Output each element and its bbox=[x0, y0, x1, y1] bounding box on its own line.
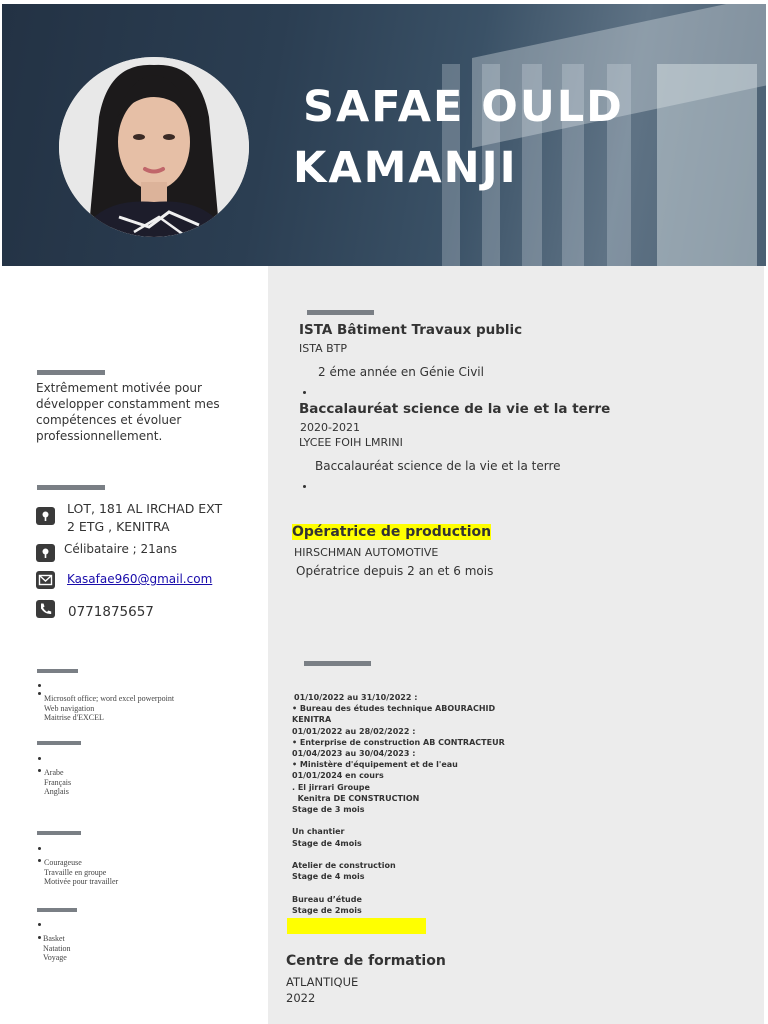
experience-line: Kenitra DE CONSTRUCTION bbox=[292, 793, 420, 803]
experience-list bbox=[292, 692, 505, 916]
section-bar-skills bbox=[37, 669, 78, 673]
bullet bbox=[303, 485, 306, 488]
contact-status: Célibataire ; 21ans bbox=[64, 542, 177, 556]
experience-line: Stage de 3 mois bbox=[292, 805, 365, 815]
location-pin-icon bbox=[36, 507, 55, 525]
bullet bbox=[38, 692, 41, 695]
bullet bbox=[38, 923, 41, 926]
training-title: Centre de formation bbox=[286, 953, 446, 969]
language-item: Français bbox=[44, 777, 72, 787]
bullet bbox=[38, 859, 41, 862]
phone-icon bbox=[36, 600, 55, 618]
profile-line: compétences et évoluer bbox=[36, 413, 182, 427]
contact-phone: 0771875657 bbox=[68, 604, 154, 620]
profile-photo bbox=[59, 57, 249, 237]
experience-line: 01/01/2024 en cours bbox=[292, 771, 384, 781]
header-banner bbox=[2, 4, 766, 266]
experience-line: KENITRA bbox=[292, 715, 332, 725]
name-last: KAMANJI bbox=[293, 143, 518, 193]
bullet bbox=[38, 757, 41, 760]
quality-item: Travaille en groupe bbox=[44, 867, 107, 877]
section-bar-education bbox=[307, 310, 374, 315]
quality-item: Courageuse bbox=[44, 858, 82, 867]
address-line-1: LOT, 181 AL IRCHAD EXT bbox=[67, 501, 223, 516]
experience-line: 01/04/2023 au 30/04/2023 : bbox=[292, 749, 416, 759]
experience-line: Stage de 4mois bbox=[292, 838, 362, 848]
skill-item: Maitrise d'EXCEL bbox=[44, 713, 104, 722]
section-bar-profile bbox=[37, 370, 105, 375]
quality-item: Motivée pour travailler bbox=[44, 877, 119, 886]
skills-list bbox=[44, 694, 174, 723]
experience-line: Stage de 2mois bbox=[292, 905, 362, 915]
address-line-2: 2 ETG , KENITRA bbox=[67, 519, 170, 534]
experience-line: • Bureau des études technique ABOURACHID bbox=[292, 704, 496, 714]
highlight-mark bbox=[287, 918, 426, 934]
building-wall bbox=[657, 64, 757, 266]
contact-address bbox=[67, 500, 222, 536]
name-first: SAFAE OULD bbox=[303, 82, 624, 132]
hobby-item: Basket bbox=[43, 934, 65, 943]
profile-text bbox=[36, 380, 220, 444]
experience-line: Bureau d’étude bbox=[292, 894, 362, 904]
education-2-detail: Baccalauréat science de la vie et la terre bbox=[315, 459, 561, 473]
qualities-list bbox=[44, 858, 118, 887]
section-bar-qualities bbox=[37, 831, 81, 835]
experience-line: Un chantier bbox=[292, 827, 345, 837]
experience-line bbox=[292, 815, 505, 826]
bullet bbox=[38, 847, 41, 850]
section-bar-experience bbox=[304, 661, 371, 666]
training-year: 2022 bbox=[286, 991, 316, 1005]
bullet bbox=[38, 936, 41, 939]
profile-line: professionnellement. bbox=[36, 429, 163, 443]
job-company: HIRSCHMAN AUTOMOTIVE bbox=[294, 546, 439, 559]
envelope-icon bbox=[36, 571, 55, 589]
education-2-title: Baccalauréat science de la vie et la terre bbox=[299, 401, 611, 417]
education-1-school: ISTA BTP bbox=[299, 342, 348, 355]
section-bar-hobbies bbox=[37, 908, 77, 912]
education-2-school: LYCEE FOIH LMRINI bbox=[299, 436, 403, 449]
experience-line: • Ministère d'équipement et de l'eau bbox=[292, 760, 458, 770]
job-detail: Opératrice depuis 2 an et 6 mois bbox=[296, 564, 494, 578]
person-status-icon bbox=[36, 544, 55, 562]
training-place: ATLANTIQUE bbox=[286, 975, 359, 989]
profile-line: Extrêmement motivée pour bbox=[36, 381, 202, 395]
bullet bbox=[303, 391, 306, 394]
skill-item: Microsoft office; word excel powerpoint bbox=[44, 694, 175, 703]
experience-line: Stage de 4 mois bbox=[292, 872, 365, 882]
experience-line: 01/01/2022 au 28/02/2022 : bbox=[292, 726, 416, 736]
bullet bbox=[38, 769, 41, 772]
section-bar-languages bbox=[37, 741, 81, 745]
job-title: Opératrice de production bbox=[292, 524, 492, 540]
contact-email-link[interactable]: Kasafae960@gmail.com bbox=[67, 572, 213, 586]
hobbies-list bbox=[43, 934, 71, 963]
experience-line: . El jirrari Groupe bbox=[292, 782, 370, 792]
education-2-years: 2020-2021 bbox=[300, 421, 360, 434]
experience-line: 01/10/2022 au 31/10/2022 : bbox=[294, 693, 418, 702]
section-bar-contact bbox=[37, 485, 105, 490]
languages-list bbox=[44, 768, 71, 797]
experience-line: • Enterprise de construction AB CONTRACTEUR bbox=[292, 737, 505, 747]
experience-line: Atelier de construction bbox=[292, 861, 396, 871]
education-1-title: ISTA Bâtiment Travaux public bbox=[299, 322, 523, 338]
profile-line: développer constamment mes bbox=[36, 397, 220, 411]
education-1-detail: 2 éme année en Génie Civil bbox=[318, 365, 484, 379]
language-item: Arabe bbox=[44, 768, 64, 777]
skill-item: Web navigation bbox=[44, 703, 95, 713]
experience-line bbox=[292, 849, 505, 860]
bullet bbox=[38, 684, 41, 687]
hobby-item: Voyage bbox=[43, 953, 67, 962]
language-item: Anglais bbox=[44, 787, 69, 796]
experience-line bbox=[292, 882, 505, 893]
hobby-item: Natation bbox=[43, 943, 71, 953]
